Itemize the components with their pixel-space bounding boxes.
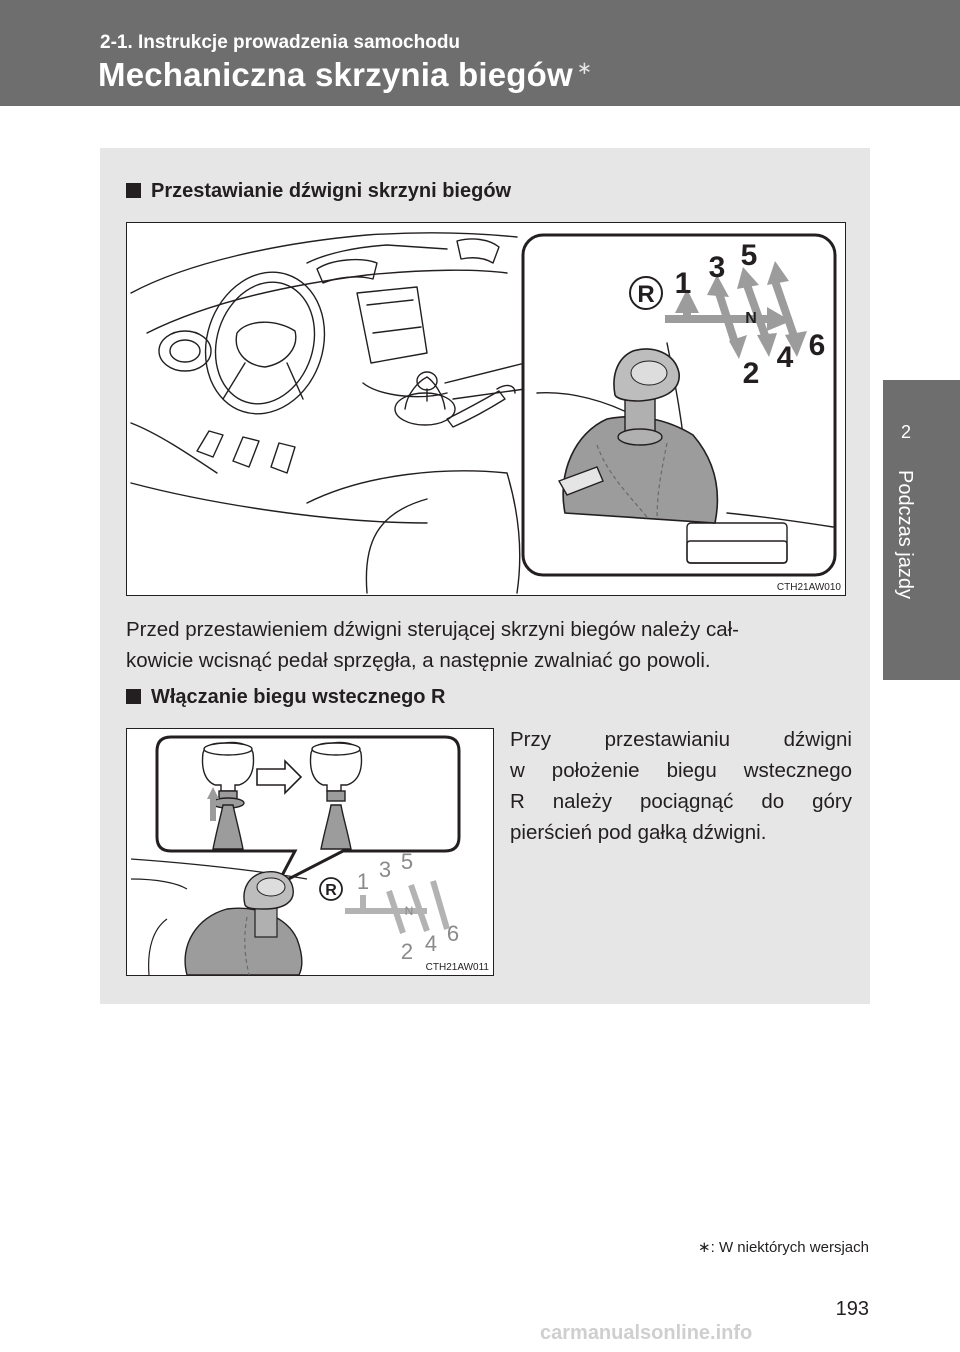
figure-code: CTH21AW010	[776, 582, 841, 593]
gear-label-5: 5	[400, 849, 414, 874]
gear-label-2: 2	[400, 939, 414, 964]
watermark: carmanualsonline.info	[540, 1322, 753, 1344]
section-label: 2-1. Instrukcje prowadzenia samochodu	[100, 32, 461, 53]
cockpit-illustration	[127, 223, 845, 595]
paragraph-line: w położenie biegu wstecznego	[510, 759, 852, 782]
gear-label-5: 5	[740, 239, 758, 272]
gear-label-r: R	[325, 882, 337, 899]
paragraph-line: kowicie wcisnąć pedał sprzęgła, a następnie zwalniać go powoli.	[126, 649, 711, 672]
figure-shift-lever	[126, 222, 846, 596]
paragraph-line: R należy pociągnąć do góry	[510, 790, 852, 813]
footnote: ∗: W niektórych wersjach	[698, 1239, 869, 1256]
paragraph-line: Przy przestawianiu dźwigni	[510, 728, 852, 751]
reverse-illustration	[127, 729, 493, 975]
paragraph-line: Przed przestawieniem dźwigni sterującej skrzyni biegów należy cał-	[126, 618, 739, 641]
gear-label-2: 2	[742, 357, 760, 390]
gear-label-3: 3	[708, 251, 726, 284]
section-heading-shifting: Przestawianie dźwigni skrzyni biegów	[126, 180, 511, 203]
page-number: 193	[835, 1298, 869, 1320]
gear-label-1: 1	[674, 267, 692, 300]
gear-label-1: 1	[356, 869, 370, 894]
page-header	[0, 0, 960, 106]
chapter-label: Podczas jazdy	[894, 470, 916, 599]
square-bullet-icon	[126, 689, 141, 704]
gear-label-6: 6	[808, 329, 826, 362]
gear-label-r: R	[637, 281, 655, 308]
gear-label-3: 3	[378, 857, 392, 882]
reverse-paragraph	[510, 724, 852, 848]
page-title	[98, 56, 592, 94]
square-bullet-icon	[126, 183, 141, 198]
gear-label-6: 6	[446, 921, 460, 946]
figure-reverse-gear	[126, 728, 494, 976]
figure-code: CTH21AW011	[425, 962, 489, 973]
gear-label-4: 4	[776, 341, 794, 374]
section-heading-reverse: Włączanie biegu wstecznego R	[126, 686, 446, 709]
chapter-number: 2	[900, 422, 911, 442]
gear-label-4: 4	[424, 931, 438, 956]
paragraph-line: pierścień pod gałką dźwigni.	[510, 821, 767, 844]
page-title-text: Mechaniczna skrzynia biegów	[98, 56, 573, 93]
gear-label-n: N	[745, 310, 757, 327]
title-asterisk: ∗	[576, 58, 593, 78]
gear-label-n: N	[404, 904, 414, 918]
shifting-paragraph	[126, 614, 866, 676]
